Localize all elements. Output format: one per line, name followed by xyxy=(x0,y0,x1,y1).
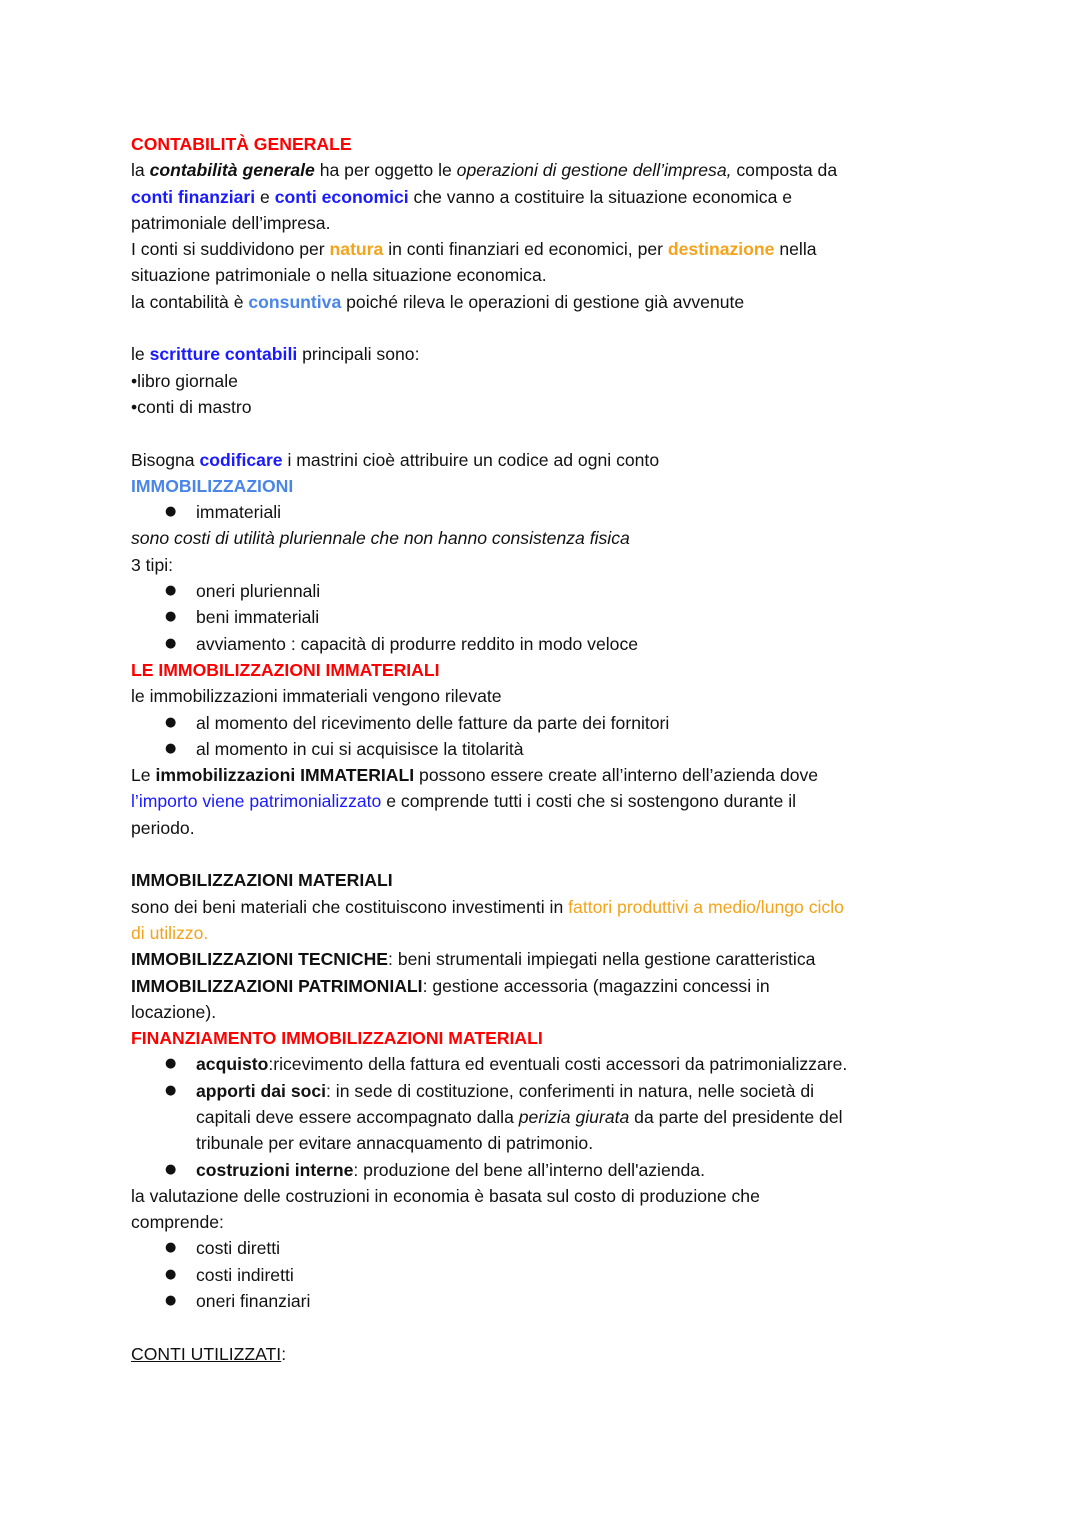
bullet-list xyxy=(131,710,960,763)
bullet-list xyxy=(131,1235,960,1314)
section-title-immobilizzazioni-materiali: IMMOBILIZZAZIONI MATERIALI xyxy=(131,870,393,891)
blank-line xyxy=(131,315,960,341)
text-run: e comprende tutti i costi che si sostengono durante il xyxy=(381,791,797,812)
bold-term: apporti dai soci xyxy=(196,1080,327,1101)
paragraph-line: di utilizzo. xyxy=(131,922,209,943)
list-item xyxy=(131,1157,960,1183)
bold-term: IMMOBILIZZAZIONI TECNICHE xyxy=(131,949,389,970)
text-run: possono essere create all’interno dell’azienda dove xyxy=(414,765,819,786)
text-run: Le xyxy=(131,765,156,786)
text-run: I conti si suddividono per xyxy=(131,239,330,260)
text-run: in conti finanziari ed economici, per xyxy=(383,239,668,260)
text-run: : produzione del bene all’interno dell'azienda. xyxy=(353,1159,705,1180)
text-run: : gestione accessoria (magazzini concessi in xyxy=(422,975,770,996)
paragraph-line xyxy=(131,894,960,920)
paragraph-line xyxy=(131,973,960,999)
list-item: ● costi indiretti xyxy=(131,1262,960,1288)
paragraph-line: periodo. xyxy=(131,817,195,838)
paragraph-line: comprende: xyxy=(131,1212,224,1233)
list-item: ● costi diretti xyxy=(131,1235,960,1261)
text-run: sono dei beni materiali che costituiscono investimenti in xyxy=(131,896,569,917)
italic-term: perizia giurata xyxy=(518,1106,630,1127)
highlight-term: codificare xyxy=(199,449,283,470)
highlight-term: conti economici xyxy=(274,186,409,207)
paragraph-line: la valutazione delle costruzioni in economia è basata sul costo di produzione che xyxy=(131,1185,760,1206)
list-item: ● immateriali xyxy=(131,499,960,525)
bold-term: IMMOBILIZZAZIONI PATRIMONIALI xyxy=(131,975,423,996)
bullet-list xyxy=(131,1051,960,1182)
text-run: poiché rileva le operazioni di gestione già avvenute xyxy=(341,291,745,312)
paragraph-line: le immobilizzazioni immateriali vengono rilevate xyxy=(131,686,502,707)
text-run: i mastrini cioè attribuire un codice ad ogni conto xyxy=(282,449,660,470)
section-title-finanziamento: FINANZIAMENTO IMMOBILIZZAZIONI MATERIALI xyxy=(131,1028,543,1049)
list-item: ● al momento del ricevimento delle fatture da parte dei fornitori xyxy=(131,710,960,736)
italic-line: sono costi di utilità pluriennale che non hanno consistenza fisica xyxy=(131,528,630,549)
text-run: capitali deve essere accompagnato dalla xyxy=(196,1106,519,1127)
text-run: principali sono: xyxy=(297,344,420,365)
highlight-term: destinazione xyxy=(667,239,775,260)
paragraph-line: 3 tipi: xyxy=(131,554,174,575)
paragraph-line xyxy=(131,946,960,972)
text-run: le xyxy=(131,344,150,365)
highlight-term: consuntiva xyxy=(248,291,342,312)
paragraph-line xyxy=(131,788,960,814)
list-item: ● beni immateriali xyxy=(131,604,960,630)
text-run: che vanno a costituire la situazione economica e xyxy=(408,186,793,207)
bullet-list xyxy=(131,578,960,657)
section-title-immobilizzazioni: IMMOBILIZZAZIONI xyxy=(131,475,294,496)
blank-line xyxy=(131,1314,960,1340)
list-item: ● oneri finanziari xyxy=(131,1288,960,1314)
paragraph-line xyxy=(131,184,960,210)
paragraph-line xyxy=(131,341,960,367)
list-item: ● avviamento : capacità di produrre reddito in modo veloce xyxy=(131,631,960,657)
text-run: e xyxy=(255,186,275,207)
blank-line xyxy=(131,420,960,446)
blank-line xyxy=(131,841,960,867)
list-item: ● oneri pluriennali xyxy=(131,578,960,604)
list-item xyxy=(131,1051,960,1077)
section-title-contabilita-generale: CONTABILITÀ GENERALE xyxy=(131,134,352,154)
highlight-term: natura xyxy=(329,239,384,260)
paragraph-line xyxy=(131,157,960,183)
bold-term: immobilizzazioni IMMATERIALI xyxy=(155,765,415,786)
text-run: la contabilità è xyxy=(131,291,249,312)
italic-term: operazioni di gestione dell’impresa, xyxy=(456,160,732,181)
paragraph-line xyxy=(131,762,960,788)
paragraph-line: patrimoniale dell’impresa. xyxy=(131,212,331,233)
paragraph-line: situazione patrimoniale o nella situazione economica. xyxy=(131,265,547,286)
text-run: composta da xyxy=(731,160,838,181)
text-run: Bisogna xyxy=(131,449,200,470)
text-run: nella xyxy=(774,239,817,260)
bold-term: acquisto xyxy=(196,1054,269,1075)
bullet-list xyxy=(131,499,960,525)
list-item: •libro giornale xyxy=(131,370,238,391)
text-run: la xyxy=(131,160,150,181)
section-title-conti-utilizzati xyxy=(131,1341,960,1367)
list-item: ● al momento in cui si acquisisce la titolarità xyxy=(131,736,960,762)
text-run: : in sede di costituzione, conferimenti in natura, nelle società di xyxy=(326,1080,815,1101)
list-item xyxy=(131,1078,960,1157)
paragraph-line xyxy=(131,236,960,262)
paragraph-line xyxy=(131,289,960,315)
paragraph-line xyxy=(131,447,960,473)
highlight-term: conti finanziari xyxy=(131,186,256,207)
highlight-term: l’importo viene patrimonializzato xyxy=(131,791,382,812)
underlined-term: CONTI UTILIZZATI xyxy=(131,1343,282,1364)
text-run: :ricevimento della fattura ed eventuali costi accessori da patrimonializzare. xyxy=(268,1054,848,1075)
text-run: tribunale per evitare annacquamento di patrimonio. xyxy=(196,1133,594,1154)
bold-italic-term: contabilità generale xyxy=(149,160,315,181)
text-run: : xyxy=(281,1343,287,1364)
text-run: ha per oggetto le xyxy=(314,160,457,181)
highlight-term: fattori produttivi a medio/lungo ciclo xyxy=(568,896,844,917)
section-title-immobilizzazioni-immateriali: LE IMMOBILIZZAZIONI IMMATERIALI xyxy=(131,659,440,680)
paragraph-line: locazione). xyxy=(131,1001,217,1022)
text-run: da parte del presidente del xyxy=(629,1106,843,1127)
bold-term: costruzioni interne xyxy=(196,1159,354,1180)
highlight-term: scritture contabili xyxy=(149,344,298,365)
list-item: •conti di mastro xyxy=(131,396,252,417)
text-run: : beni strumentali impiegati nella gestione caratteristica xyxy=(388,949,816,970)
